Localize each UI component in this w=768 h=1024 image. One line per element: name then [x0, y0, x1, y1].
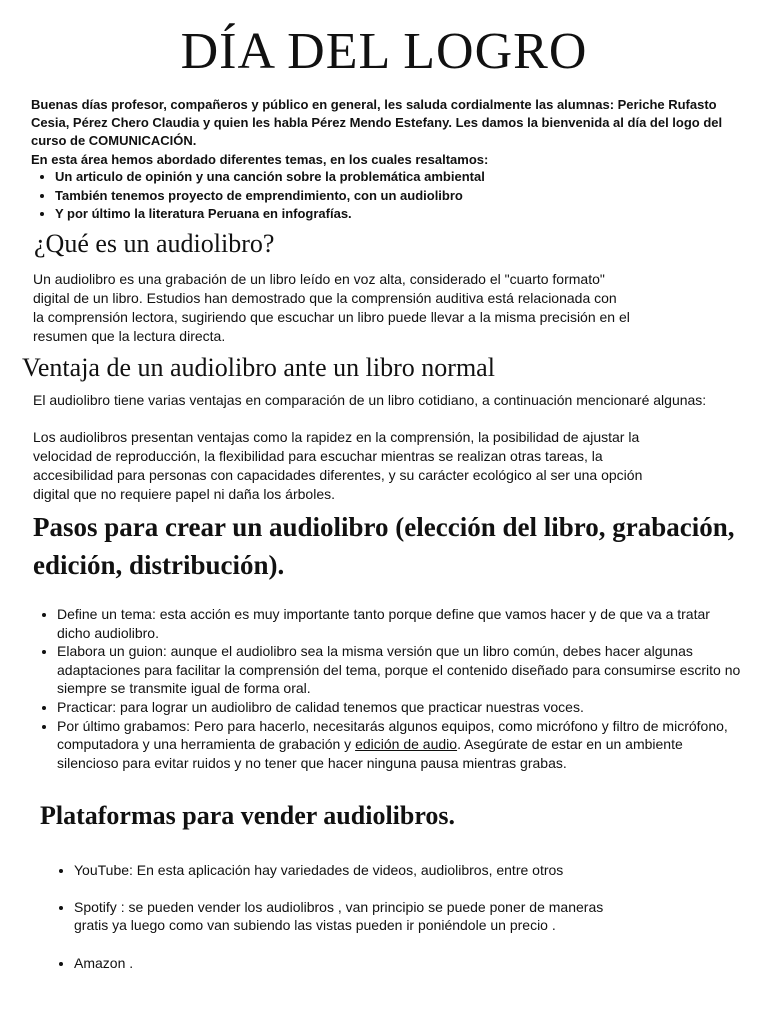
list-item: • Practicar: para lograr un audiolibro de calidad tenemos que practicar nuestras voces. [57, 698, 747, 717]
list-item: • YouTube: En esta aplicación hay variedades de videos, audiolibros, entre otros [74, 861, 714, 880]
heading-pasos: Pasos para crear un audiolibro (elección del libro, grabación, edición, distribución). [33, 512, 735, 580]
paragraph-que-es-audiolibro: Un audiolibro es una grabación de un libro leído en voz alta, considerado el "cuarto formato" digital de un libro. Estudios han demostrado que la comprensión auditiva está relacionada con la comprensión lectora, sugiriendo que escuchar un libro puede llevar a la misma precisión en el resumen que la lectura directa. [33, 271, 630, 344]
step-text-before-link: Por último grabamos: Pero para hacerlo, necesitarás algunos equipos, como micrófono y filtro de micrófono, computadora y una herramienta de grabación y [57, 717, 728, 753]
paragraph-ventaja-intro: El audiolibro tiene varias ventajas en comparación de un libro cotidiano, a continuación mencionaré algunas: [33, 392, 707, 408]
edicion-audio-link[interactable]: edición de audio [355, 736, 458, 753]
heading-ventaja: Ventaja de un audiolibro ante un libro normal [22, 353, 495, 382]
list-item [57, 717, 747, 773]
platforms-list [56, 842, 714, 991]
page-title: DÍA DEL LOGRO [180, 23, 588, 80]
steps-list [39, 605, 747, 772]
list-item: • Elabora un guion: aunque el audiolibro sea la misma versión que un libro común, debes hacer algunas adaptaciones para facilitar la comprensión del tema, porque el contenido diseñado para consumirse escrito no siempre se transmite igual de forma oral. [57, 642, 747, 698]
heading-plataformas: Plataformas para vender audiolibros. [40, 801, 456, 830]
list-item: • Spotify : se pueden vender los audiolibros , van principio se puede poner de maneras gratis ya luego como van subiendo las vistas pueden ir poniéndole un precio . [74, 898, 714, 935]
list-item: • Un articulo de opinión y una canción sobre la problemática ambiental [55, 168, 735, 187]
intro-topics-list [31, 168, 735, 224]
list-item: • También tenemos proyecto de emprendimiento, con un audiolibro [55, 187, 735, 206]
intro-greeting: Buenas días profesor, compañeros y público en general, les saluda cordialmente las alumnas: Periche Rufasto Cesia, Pérez Chero Claudia y quien les habla Pérez Mendo Estefany. Les damos la bienvenida al día del logo del curso de COMUNICACIÓN. [31, 97, 723, 148]
step-text-after-link: . Asegúrate de estar en un ambiente silencioso para evitar ruidos y no tener que hacer ninguna pausa mientras grabas. [57, 736, 683, 771]
intro-lead: En esta área hemos abordado diferentes temas, en los cuales resaltamos: [31, 152, 489, 167]
heading-que-es-audiolibro: ¿Qué es un audiolibro? [34, 229, 275, 258]
list-item: • Y por último la literatura Peruana en infografías. [55, 205, 735, 224]
paragraph-ventaja-detalle: Los audiolibros presentan ventajas como la rapidez en la comprensión, la posibilidad de ajustar la velocidad de reproducción, la flexibilidad para escuchar mientras se realizan otras tareas, la accesibilidad para personas con capacidades diferentes, y su carácter ecológico al ser una opción digital que no requiere papel ni daña los árboles. [33, 429, 643, 502]
list-item: • Amazon . [74, 954, 714, 973]
list-item: • Define un tema: esta acción es muy importante tanto porque define que vamos hacer y de que va a tratar dicho audiolibro. [57, 605, 747, 642]
